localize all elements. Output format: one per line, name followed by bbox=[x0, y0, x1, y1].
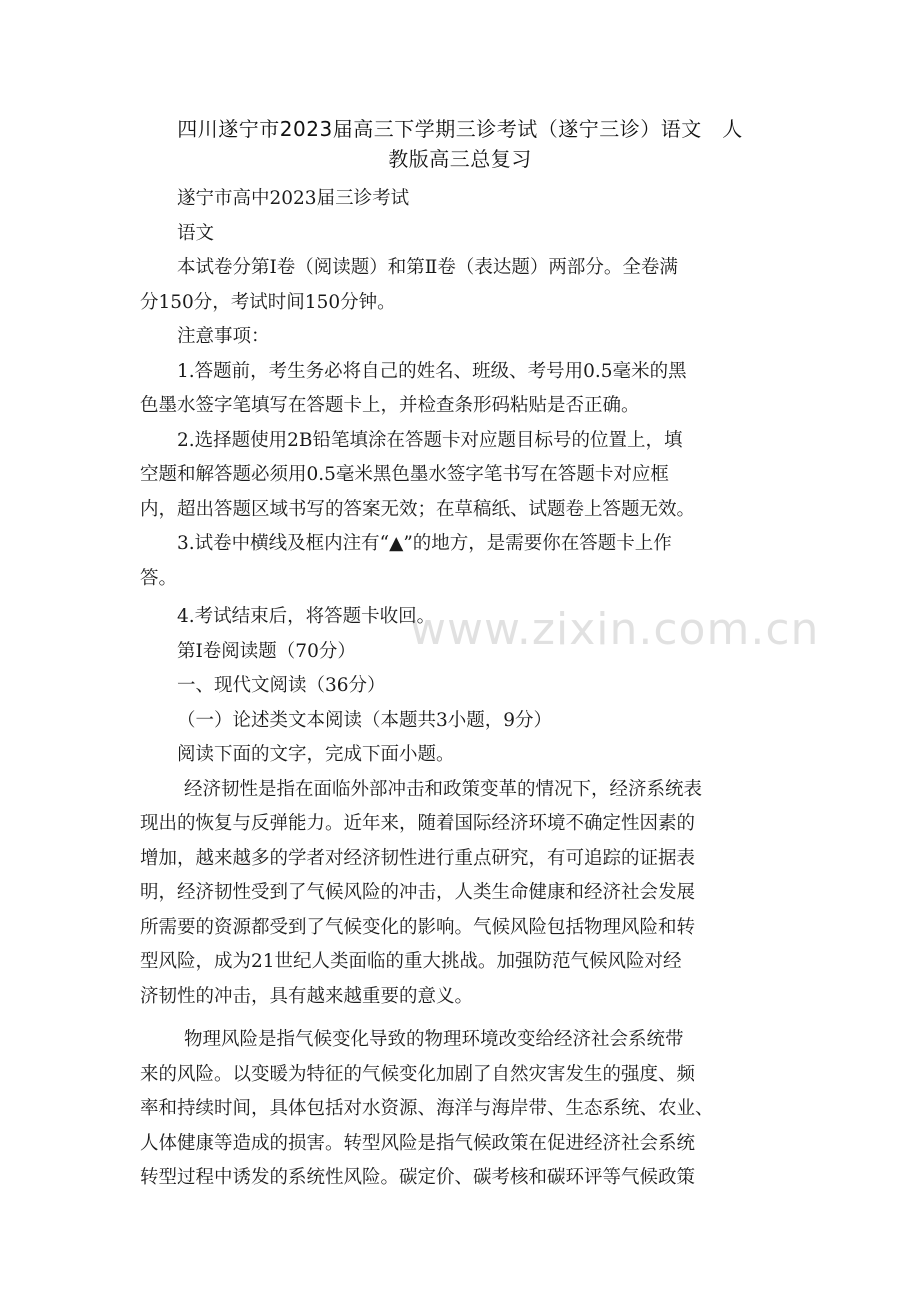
paragraph-line: 来的风险。以变暖为特征的气候变化加剧了自然灾害发生的强度、频 bbox=[140, 1063, 696, 1085]
document-title bbox=[140, 114, 780, 174]
document-body bbox=[140, 182, 780, 1196]
section-heading: 第Ⅰ卷阅读题（70分） bbox=[177, 640, 356, 662]
paragraph-line: 增加，越来越多的学者对经济韧性进行重点研究，有可追踪的证据表 bbox=[140, 847, 696, 869]
notes-heading: 注意事项： bbox=[177, 326, 270, 347]
paragraph-line: 济韧性的冲击，具有越来越重要的意义。 bbox=[140, 985, 474, 1007]
paragraph-line: 3.试卷中横线及框内注有“▲”的地方，是需要你在答题卡上作 bbox=[177, 533, 672, 554]
paragraph-line: 色墨水签字笔填写在答题卡上，并检查条形码粘贴是否正确。 bbox=[140, 395, 640, 416]
paragraph-line: 现出的恢复与反弹能力。近年来，随着国际经济环境不确定性因素的 bbox=[140, 813, 696, 834]
paragraph-line: 人体健康等造成的损害。转型风险是指气候政策在促进经济社会系统 bbox=[140, 1132, 696, 1154]
paragraph-line: 经济韧性是指在面临外部冲击和政策变革的情况下，经济系统表 bbox=[184, 778, 703, 800]
title-line: 教版高三总复习 bbox=[388, 147, 532, 171]
paragraph-line: 4.考试结束后，将答题卡收回。 bbox=[177, 606, 436, 627]
title-line: 四川遂宁市2023届高三下学期三诊考试（遂宁三诊）语文 人 bbox=[177, 117, 743, 141]
paragraph-line: 所需要的资源都受到了气候变化的影响。气候风险包括物理风险和转 bbox=[140, 916, 696, 938]
paragraph-line: 内，超出答题区域书写的答案无效；在草稿纸、试题卷上答题无效。 bbox=[140, 498, 696, 520]
paragraph-line: 空题和解答题必须用0.5毫米黑色墨水签字笔书写在答题卡对应框 bbox=[140, 464, 669, 485]
section-heading: （一）论述类文本阅读（本题共3小题，9分） bbox=[177, 709, 553, 731]
paragraph-line: 率和持续时间，具体包括对水资源、海洋与海岸带、生态系统、农业、 bbox=[140, 1098, 714, 1119]
subject-name: 语文 bbox=[177, 222, 215, 244]
paragraph-line: 2.选择题使用2B铅笔填涂在答题卡对应题目标号的位置上，填 bbox=[177, 429, 683, 451]
paragraph-line: 明，经济韧性受到了气候风险的冲击，人类生命健康和经济社会发展 bbox=[140, 882, 696, 903]
paragraph-line: 分150分，考试时间150分钟。 bbox=[140, 291, 396, 313]
paragraph-line: 本试卷分第Ⅰ卷（阅读题）和第Ⅱ卷（表达题）两部分。全卷满 bbox=[177, 257, 678, 278]
paragraph-line: 答。 bbox=[140, 567, 178, 589]
exam-name: 遂宁市高中2023届三诊考试 bbox=[177, 188, 410, 209]
watermark: www.zixin.com.cn bbox=[410, 604, 820, 655]
section-heading: 一、现代文阅读（36分） bbox=[177, 675, 386, 696]
instruction-line: 阅读下面的文字，完成下面小题。 bbox=[177, 744, 455, 765]
paragraph-line: 物理风险是指气候变化导致的物理环境改变给经济社会系统带 bbox=[184, 1029, 684, 1050]
paragraph-line: 转型过程中诱发的系统性风险。碳定价、碳考核和碳环评等气候政策 bbox=[140, 1167, 696, 1188]
paragraph-line: 型风险，成为21世纪人类面临的重大挑战。加强防范气候风险对经 bbox=[140, 951, 682, 972]
paragraph-line: 1.答题前，考生务必将自己的姓名、班级、考号用0.5毫米的黑 bbox=[177, 360, 687, 382]
